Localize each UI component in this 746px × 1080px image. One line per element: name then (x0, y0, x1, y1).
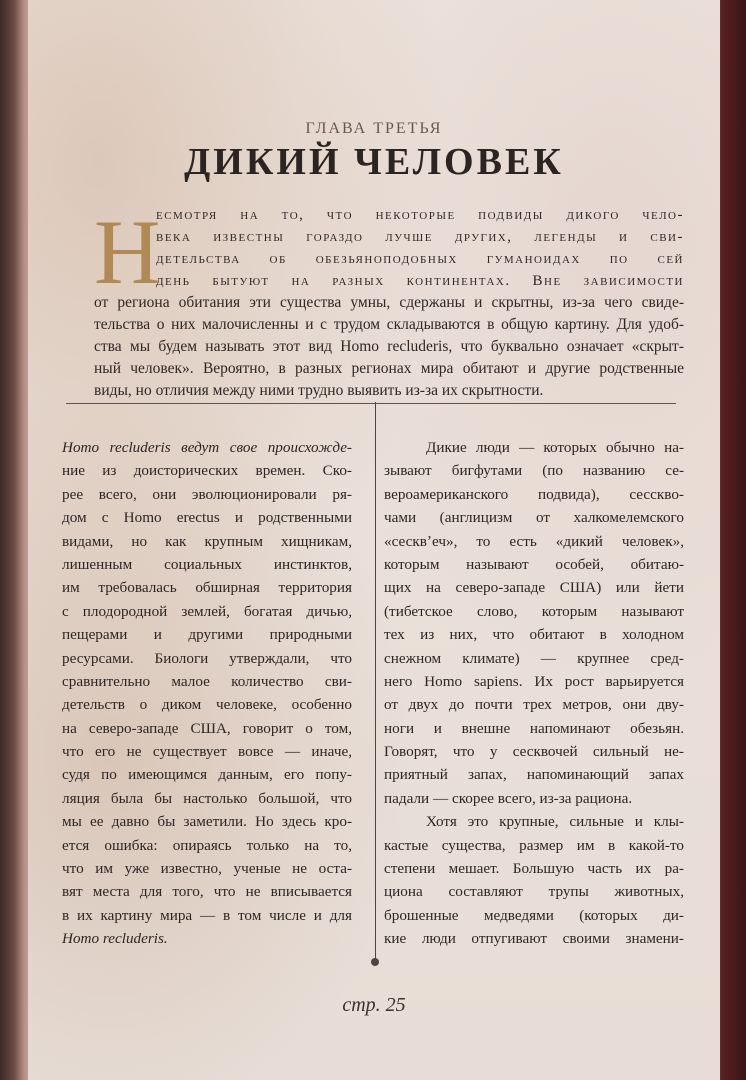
intro-line: ства мы будем называть этот вид Homo recluderis, что буквально означает «скрыт- (94, 338, 684, 355)
intro-line: день бытуют на разных континентах. Вне зависимости (156, 273, 684, 289)
text-line: (тибетское слово, которым называют (384, 602, 684, 620)
text-line: «сесквʼеч», то есть «дикий человек», (384, 532, 684, 550)
text-line: вероамериканского подвида), сесскво- (384, 485, 684, 503)
text-line: тех из них, что обитают в холодном (384, 626, 684, 644)
intro-line: от региона обитания эти существа умны, сдержаны и скрытны, из-за чего свиде- (94, 294, 684, 311)
text-line: Хотя это крупные, сильные и клы- (426, 813, 684, 831)
text-line: которым называют особей, обитаю- (384, 555, 684, 573)
text-line: чами (англицизм от халкомелемского (384, 509, 684, 527)
text-line: ресурсами. Биологи утверждали, что (62, 649, 352, 667)
text-line: степени мешает. Большую часть их ра- (384, 860, 684, 878)
text-line: зывают бигфутами (по названию се- (384, 462, 684, 480)
text-line: Говорят, что у сесквочей сильный не- (384, 743, 684, 761)
right-column (384, 436, 684, 966)
text-line: ноги и внешне напоминают обезьян. (384, 719, 684, 737)
chapter-label: ГЛАВА ТРЕТЬЯ (305, 120, 443, 137)
text-line: падали — скорее всего, из-за рациона. (384, 789, 633, 807)
text-line: судя по имеющимся данным, его попу- (62, 766, 352, 784)
book-page (28, 0, 720, 1080)
text-line: снежном климате) — крупнее сред- (384, 649, 684, 667)
text-line: в их картину мира — в том числе и для (62, 906, 352, 924)
column-divider (375, 402, 376, 962)
text-line: лишенным социальных инстинктов, (62, 555, 352, 573)
left-column (62, 436, 352, 966)
text-line: кие люди отпугивают своими знамени- (384, 930, 684, 948)
species-name: Homo recluderis ведут свое происхожде- (62, 439, 352, 456)
page-number: стр. 25 (342, 994, 406, 1016)
intro-line: есмотря на то, что некоторые подвиды дикого чело- (156, 207, 684, 223)
text-line: щих на северо-западе США) или йети (384, 579, 684, 597)
intro-line: виды, но отличия между ними трудно выявить из-за их скрытности. (94, 382, 544, 399)
text-line (62, 436, 352, 459)
intro-line: детельства об обезьяноподобных гуманоидах по сей (156, 251, 684, 267)
chapter-title: ДИКИЙ ЧЕЛОВЕК (184, 141, 564, 183)
text-line: вят места для того, что не вписывается (62, 883, 352, 901)
text-line: пещерами и другими природными (62, 626, 352, 644)
text-line: что им уже известно, ученые не оста- (62, 860, 352, 878)
column-divider-end-dot (371, 958, 379, 966)
text-line: Дикие люди — которых обычно на- (426, 439, 684, 456)
text-line: циона составляют трупы животных, (384, 883, 684, 901)
text-line: сравнительно малое количество сви- (62, 672, 352, 690)
text-line: видами, но как крупным хищникам, (62, 532, 352, 550)
text-line: дом с Homo erectus и родственными (62, 509, 352, 527)
text-line: Homo recluderis. (62, 930, 168, 948)
intro-line: ный человек». Вероятно, в разных регионах мира обитают и другие родственные (94, 360, 684, 377)
horizontal-divider (66, 403, 676, 404)
text-line: него Homo sapiens. Их рост варьируется (384, 672, 684, 690)
text-line: кастые существа, размер им в какой-то (384, 836, 684, 854)
text-line: ние из доисторических времен. Ско- (62, 462, 352, 480)
text-line: с плодородной землей, богатая дичью, (62, 602, 352, 620)
text-line: ется ошибка: опираясь только на то, (62, 836, 352, 854)
text-line: от двух до почти трех метров, они дву- (384, 696, 684, 714)
intro-line: тельства о них малочисленны и с трудом складываются в общую картину. Для удоб- (94, 316, 684, 333)
text-line: им требовалась обширная территория (62, 579, 352, 597)
text-line: приятный запах, напоминающий запах (384, 766, 684, 784)
drop-cap: Н (94, 201, 161, 303)
text-line: на северо-западе США, говорит о том, (62, 719, 352, 737)
text-line: брошенные медведями (которых ди- (384, 906, 684, 924)
text-line: детельств о диком человеке, особенно (62, 696, 352, 714)
intro-line: века известны гораздо лучше других, легенды и сви- (156, 229, 684, 245)
text-line: что его не существует вовсе — иначе, (62, 743, 352, 761)
text-line: рее всего, они эволюционировали ря- (62, 485, 352, 503)
text-line: мы ее давно бы заметили. Но здесь кро- (62, 813, 352, 831)
text-line: ляция была бы настолько большой, что (62, 789, 352, 807)
intro-paragraph (94, 200, 684, 404)
